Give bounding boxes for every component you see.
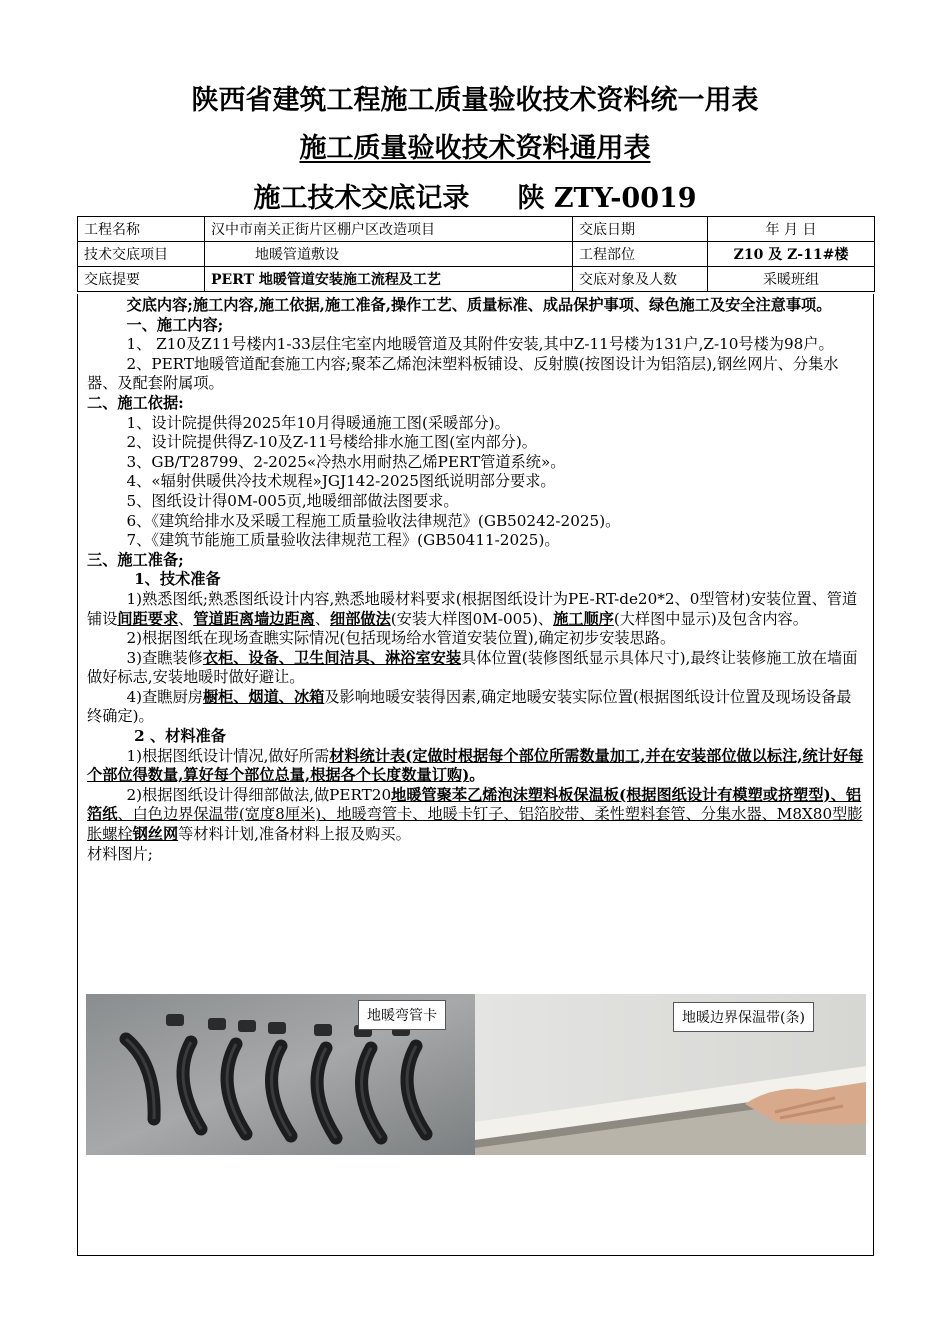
label-project-name: 工程名称 xyxy=(78,217,205,242)
record-code: 陕 ZTY-0019 xyxy=(517,183,697,214)
record-title xyxy=(0,176,950,215)
label-item: 技术交底项目 xyxy=(78,242,205,267)
header-row-summary xyxy=(78,267,875,292)
tech-prep-1: 1)熟悉图纸;熟悉图纸设计内容,熟悉地暖材料要求(根据图纸设计为PE-RT-de20*2、0型管材)安装位置、管道铺设间距要求、管道距离墙边距离、细部做法(安装大样图0M-005)、施工顺序(大样图中显示)及包含内容。 xyxy=(87,589,858,628)
value-project-name: 汉中市南关正街片区棚户区改造项目 xyxy=(205,217,573,242)
section-3-title: 三、施工准备; xyxy=(87,550,184,569)
value-audience: 采暖班组 xyxy=(708,267,875,292)
section-2-title: 二、施工依据: xyxy=(87,393,184,412)
basis-item: 2、设计院提供得Z-10及Z-11号楼给排水施工图(室内部分)。 xyxy=(126,433,537,452)
photo-edge-strip xyxy=(475,994,866,1155)
material-photos xyxy=(86,994,866,1155)
form-subtitle: 施工质量验收技术资料通用表 xyxy=(299,133,651,164)
material-prep-title: 2 、材料准备 xyxy=(134,727,226,746)
basis-item: 1、设计院提供得2025年10月得暖通施工图(采暖部分)。 xyxy=(126,413,510,432)
basis-item: 7、《建筑节能施工质量验收法律规范工程》(GB50411-2025)。 xyxy=(126,531,560,550)
section-1-p1: 1、 Z10及Z11号楼内1-33层住宅室内地暖管道及其附件安装,其中Z-11号楼为131户,Z-10号楼为98户。 xyxy=(126,335,834,354)
header-row-project xyxy=(78,217,875,242)
label-audience: 交底对象及人数 xyxy=(573,267,708,292)
label-summary: 交底提要 xyxy=(78,267,205,292)
section-1-p2: 2、PERT地暖管道配套施工内容;聚苯乙烯泡沫塑料板铺设、反射膜(按图设计为铝箔层),钢丝网片、分集水器、及配套附属项。 xyxy=(87,354,839,393)
basis-item: 6、《建筑给排水及采暖工程施工质量验收法律规范》(GB50242-2025)。 xyxy=(126,511,621,530)
section-1-title: 一、施工内容; xyxy=(126,315,224,334)
header-table xyxy=(77,216,875,292)
material-prep-1: 1)根据图纸设计情况,做好所需材料统计表(定做时根据每个部位所需数量加工,并在安装部位做以标注,统计好每个部位得数量,算好每个部位总量,根据各个长度数量订购)。 xyxy=(87,746,864,785)
header-row-item xyxy=(78,242,875,267)
caption-edge-strip: 地暖边界保温带(条) xyxy=(673,1002,814,1032)
intro: 交底内容;施工内容,施工依据,施工准备,操作工艺、质量标准、成品保护事项、绿色施工及安全注意事项。 xyxy=(126,296,832,314)
tech-prep-title: 1、技术准备 xyxy=(134,570,221,589)
label-date: 交底日期 xyxy=(573,217,708,242)
form-title: 陕西省建筑工程施工质量验收技术资料统一用表 xyxy=(191,85,759,116)
record-name: 施工技术交底记录 xyxy=(253,183,470,214)
basis-item: 5、图纸设计得0M-005页,地暖细部做法图要求。 xyxy=(126,491,459,510)
value-summary: PERT 地暖管道安装施工流程及工艺 xyxy=(205,267,573,292)
caption-pipe-clips: 地暖弯管卡 xyxy=(358,1000,446,1030)
content-box xyxy=(77,294,874,1256)
value-location: Z10 及 Z-11#楼 xyxy=(708,242,875,267)
pictures-label: 材料图片; xyxy=(87,844,153,863)
label-location: 工程部位 xyxy=(573,242,708,267)
tech-prep-2: 2)根据图纸在现场查瞧实际情况(包括现场给水管道安装位置),确定初步安装思路。 xyxy=(126,629,676,648)
material-prep-2: 2)根据图纸设计得细部做法,做PERT20地暖管聚苯乙烯泡沫塑料板保温板(根据图纸设计有模塑或挤塑型)、铝箔纸、白色边界保温带(宽度8厘米)、地暖弯管卡、地暖卡钉子、铝箔胶带、柔性塑料套管、分集水器、M8X80型膨胀螺栓钢丝网等材料计划,准备材料上报及购买。 xyxy=(87,785,863,844)
basis-item: 4、«辐射供暖供冷技术规程»JGJ142-2025图纸说明部分要求。 xyxy=(126,472,556,491)
content-text xyxy=(78,294,873,864)
value-item: 地暖管道敷设 xyxy=(205,242,573,267)
basis-item: 3、GB/T28799、2-2025«冷热水用耐热乙烯PERT管道系统»。 xyxy=(126,452,566,471)
tech-prep-4: 4)查瞧厨房橱柜、烟道、冰箱及影响地暖安装得因素,确定地暖安装实际位置(根据图纸设计位置及现场设备最终确定)。 xyxy=(87,687,852,726)
photo-pipe-clips xyxy=(86,994,475,1155)
value-date: 年 月 日 xyxy=(708,217,875,242)
tech-prep-3: 3)查瞧装修衣柜、设备、卫生间洁具、淋浴室安装具体位置(装修图纸显示具体尺寸),最终让装修施工放在墙面做好标志,安装地暖时做好避让。 xyxy=(87,648,858,687)
